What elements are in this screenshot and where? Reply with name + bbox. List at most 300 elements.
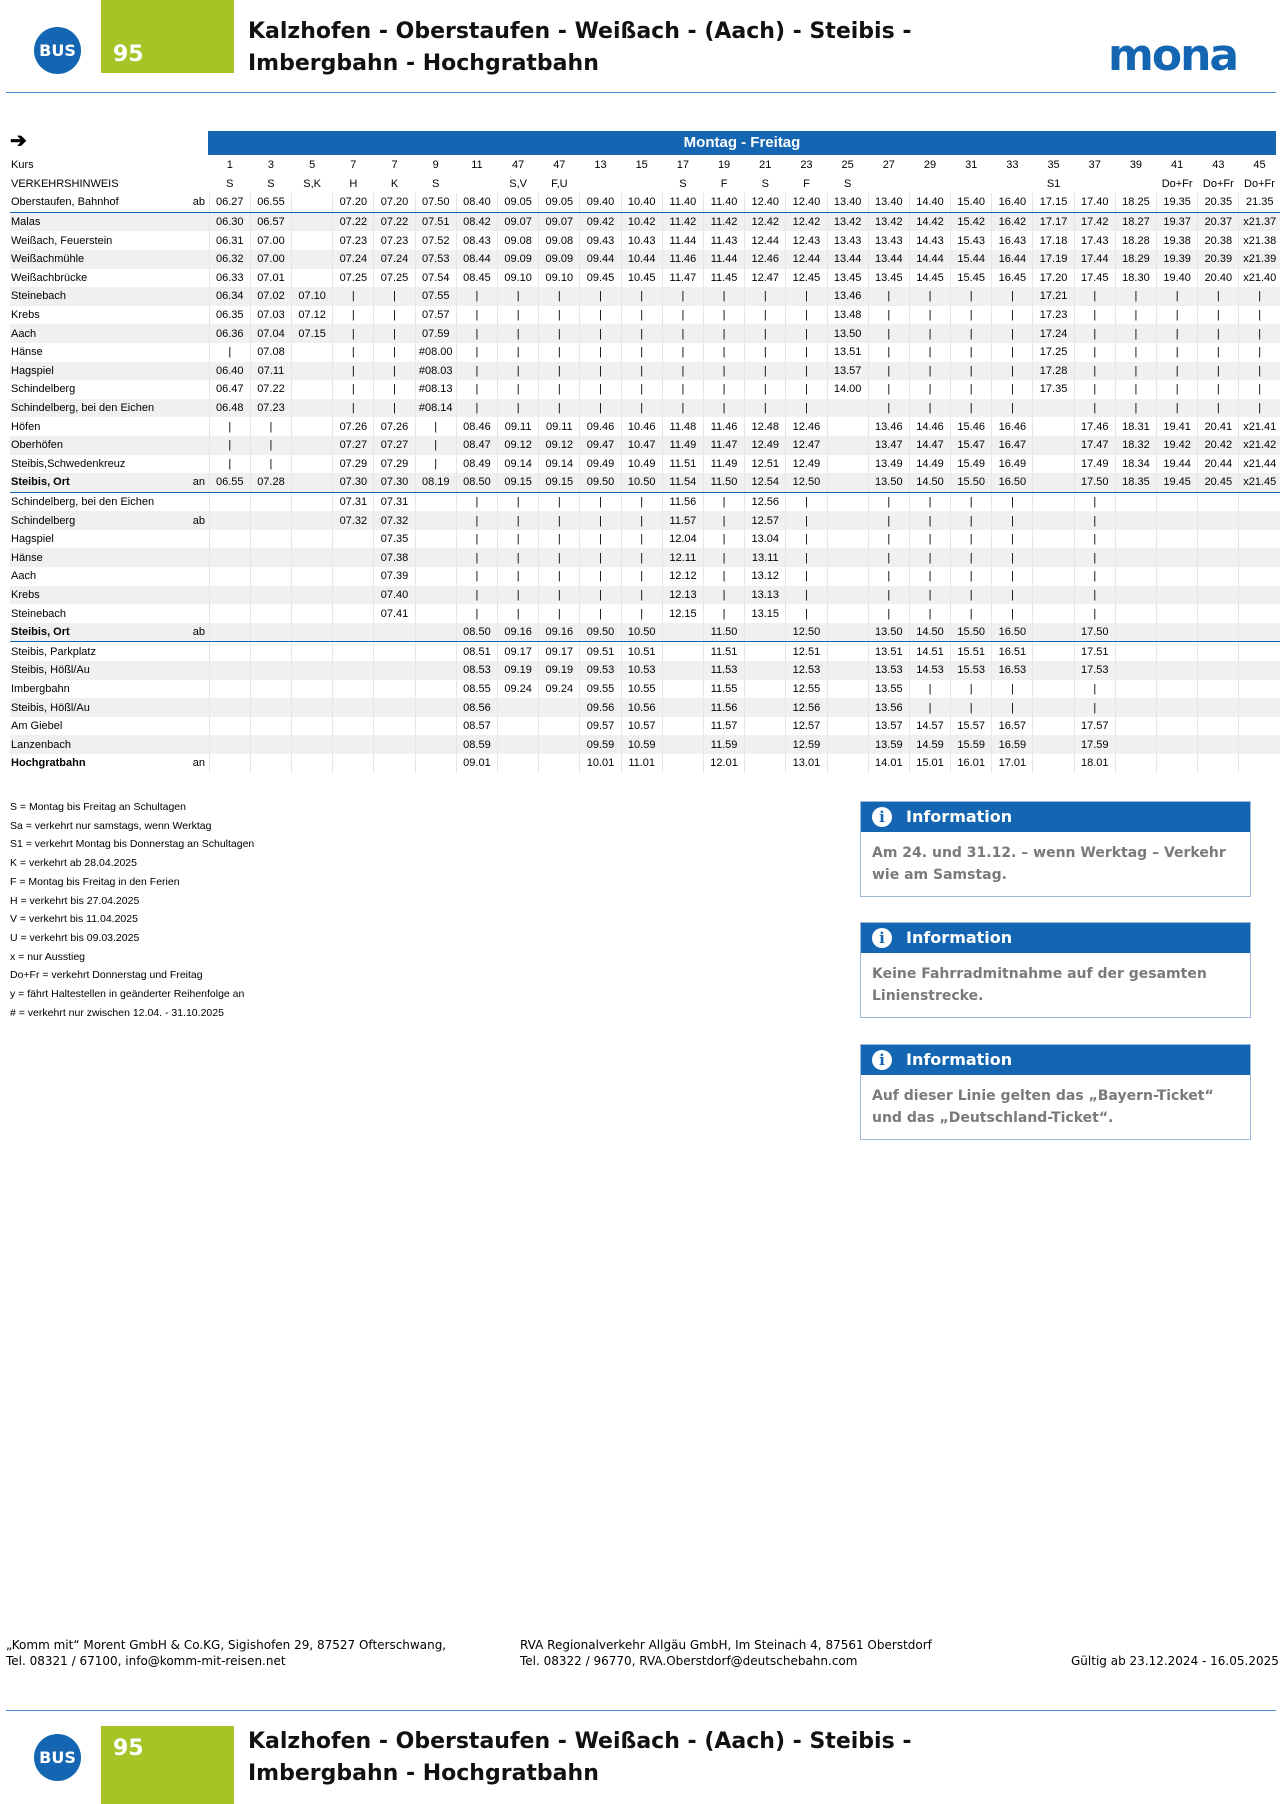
departure-time: 09.09 [498, 250, 539, 269]
departure-time: 11.59 [703, 735, 744, 754]
trip-note: S [267, 177, 275, 190]
departure-time [415, 698, 456, 717]
departure-time: 13.49 [868, 455, 909, 474]
departure-time: | [621, 343, 662, 362]
departure-time: 14.47 [909, 436, 950, 455]
departure-time [415, 586, 456, 605]
departure-time [1157, 698, 1198, 717]
timetable [10, 156, 1280, 773]
timetable-row [10, 623, 1280, 642]
departure-time: | [1074, 567, 1115, 586]
departure-time [827, 680, 868, 699]
departure-time: 12.12 [662, 567, 703, 586]
departure-time: | [703, 511, 744, 530]
departure-time [250, 511, 291, 530]
departure-time: 11.49 [662, 436, 703, 455]
departure-time: 13.53 [868, 661, 909, 680]
departure-time [745, 661, 786, 680]
trip-note: Do+Fr [1202, 177, 1234, 190]
departure-time: 07.30 [333, 473, 374, 492]
departure-time: 09.07 [539, 212, 580, 231]
departure-time: 07.23 [374, 231, 415, 250]
departure-time: 09.11 [539, 417, 580, 436]
departure-time: | [621, 306, 662, 325]
departure-time: 17.59 [1074, 735, 1115, 754]
departure-time: 12.53 [786, 661, 827, 680]
departure-time: | [374, 362, 415, 381]
departure-time: 16.44 [992, 250, 1033, 269]
departure-time [1198, 642, 1239, 661]
departure-time: 11.48 [662, 417, 703, 436]
departure-time: | [539, 530, 580, 549]
departure-time: | [868, 492, 909, 511]
departure-time: | [868, 324, 909, 343]
departure-time: | [662, 399, 703, 418]
departure-time: 14.50 [909, 473, 950, 492]
departure-time: | [539, 380, 580, 399]
departure-time: 09.17 [539, 642, 580, 661]
day-banner: Montag - Freitag [208, 131, 1276, 155]
departure-time: 07.35 [374, 530, 415, 549]
departure-time [292, 417, 333, 436]
departure-time: 13.42 [868, 212, 909, 231]
departure-time: | [580, 567, 621, 586]
departure-time [415, 623, 456, 642]
departure-time: 19.45 [1157, 473, 1198, 492]
departure-time: 06.27 [209, 193, 250, 212]
stop-name: Oberhöfen [10, 436, 193, 455]
departure-time: 12.54 [745, 473, 786, 492]
departure-time [1033, 754, 1074, 773]
departure-time [1198, 530, 1239, 549]
departure-time: 07.01 [250, 269, 291, 288]
departure-time [292, 735, 333, 754]
departure-time: 08.50 [456, 473, 497, 492]
timetable-row [10, 604, 1280, 623]
departure-time [292, 455, 333, 474]
departure-time [292, 511, 333, 530]
bus-badge: BUS [34, 27, 81, 74]
departure-time: x21.40 [1239, 269, 1280, 288]
departure-time [1115, 754, 1156, 773]
trip-note [909, 175, 950, 194]
departure-time [662, 623, 703, 642]
departure-time: | [992, 306, 1033, 325]
trip-number: 29 [923, 159, 937, 172]
departure-time: | [415, 455, 456, 474]
departure-time: 14.51 [909, 642, 950, 661]
footer-divider [6, 1710, 1276, 1711]
arrival-departure-mark: ab [193, 511, 209, 530]
departure-time [1198, 661, 1239, 680]
departure-time [1198, 754, 1239, 773]
departure-time: 07.57 [415, 306, 456, 325]
departure-time [1239, 661, 1280, 680]
departure-time: | [786, 306, 827, 325]
departure-time [1157, 567, 1198, 586]
trip-number: 15 [635, 159, 648, 172]
departure-time: 15.47 [951, 436, 992, 455]
trip-number: 3 [267, 159, 275, 172]
departure-time: 11.51 [703, 642, 744, 661]
departure-time: | [909, 343, 950, 362]
departure-time: x21.44 [1239, 455, 1280, 474]
departure-time [1157, 623, 1198, 642]
departure-time: | [786, 604, 827, 623]
departure-time [415, 717, 456, 736]
departure-time: 07.23 [333, 231, 374, 250]
arrival-departure-mark [193, 250, 209, 269]
departure-time: | [580, 511, 621, 530]
departure-time [1239, 511, 1280, 530]
departure-time: | [703, 586, 744, 605]
departure-time [1033, 698, 1074, 717]
departure-time: | [1074, 492, 1115, 511]
departure-time: | [745, 287, 786, 306]
departure-time: | [374, 324, 415, 343]
timetable-row [10, 698, 1280, 717]
trip-number: 27 [882, 159, 895, 172]
departure-time: | [621, 362, 662, 381]
departure-time: 12.51 [786, 642, 827, 661]
departure-time: 13.04 [745, 530, 786, 549]
departure-time: | [621, 548, 662, 567]
departure-time: 07.26 [374, 417, 415, 436]
stop-name: Steibis, Ort [10, 623, 193, 642]
departure-time: 18.31 [1115, 417, 1156, 436]
departure-time: | [909, 380, 950, 399]
departure-time: 18.30 [1115, 269, 1156, 288]
departure-time [827, 623, 868, 642]
departure-time: 06.55 [209, 473, 250, 492]
departure-time: 17.01 [992, 754, 1033, 773]
timetable-row [10, 455, 1280, 474]
departure-time: 17.20 [1033, 269, 1074, 288]
departure-time: 11.56 [703, 698, 744, 717]
arrival-departure-mark [193, 362, 209, 381]
departure-time: 13.15 [745, 604, 786, 623]
departure-time [745, 754, 786, 773]
departure-time: 12.49 [745, 436, 786, 455]
departure-time: 17.25 [1033, 343, 1074, 362]
departure-time [1033, 399, 1074, 418]
departure-time: 06.57 [250, 212, 291, 231]
departure-time: | [498, 324, 539, 343]
departure-time [292, 362, 333, 381]
trip-number: 31 [965, 159, 978, 172]
departure-time: | [703, 380, 744, 399]
departure-time: | [456, 604, 497, 623]
departure-time: | [456, 548, 497, 567]
departure-time [292, 548, 333, 567]
departure-time: 18.35 [1115, 473, 1156, 492]
timetable-row [10, 642, 1280, 661]
trip-note [456, 175, 497, 194]
departure-time [209, 530, 250, 549]
stop-name: Steinebach [11, 607, 67, 620]
departure-time: 07.50 [415, 193, 456, 212]
departure-time: 14.57 [909, 717, 950, 736]
departure-time: | [786, 287, 827, 306]
departure-time [250, 567, 291, 586]
departure-time [209, 492, 250, 511]
trip-note: F,U [551, 177, 568, 190]
departure-time: | [209, 417, 250, 436]
departure-time: 12.01 [703, 754, 744, 773]
trip-number: 9 [432, 159, 439, 172]
timetable-row [10, 735, 1280, 754]
departure-time: 12.43 [786, 231, 827, 250]
departure-time [333, 604, 374, 623]
timetable-row [10, 567, 1280, 586]
departure-time [539, 717, 580, 736]
departure-time: 16.50 [992, 473, 1033, 492]
departure-time: | [1074, 343, 1115, 362]
departure-time: 09.46 [580, 417, 621, 436]
departure-time: | [1157, 380, 1198, 399]
departure-time: | [868, 343, 909, 362]
departure-time: 14.43 [909, 231, 950, 250]
departure-time: 10.44 [621, 250, 662, 269]
departure-time: 09.50 [580, 623, 621, 642]
departure-time: 12.11 [662, 548, 703, 567]
departure-time: 08.55 [456, 680, 497, 699]
stop-name: Schindelberg [10, 511, 193, 530]
departure-time [539, 735, 580, 754]
info-box-text: Am 24. und 31.12. – wenn Werktag – Verkehr wie am Samstag. [872, 845, 1226, 883]
departure-time [292, 754, 333, 773]
departure-time [209, 548, 250, 567]
departure-time [1115, 642, 1156, 661]
arrival-departure-mark [193, 175, 209, 194]
departure-time: | [621, 586, 662, 605]
departure-time: 20.35 [1198, 193, 1239, 212]
departure-time: 07.31 [333, 492, 374, 511]
departure-time: | [1239, 380, 1280, 399]
departure-time [1198, 735, 1239, 754]
trip-number: 13 [594, 159, 607, 172]
departure-time [539, 698, 580, 717]
departure-time: | [951, 586, 992, 605]
departure-time: 09.44 [580, 250, 621, 269]
departure-time: | [745, 399, 786, 418]
departure-time [1115, 548, 1156, 567]
departure-time: 08.19 [415, 473, 456, 492]
departure-time: | [786, 399, 827, 418]
departure-time [292, 436, 333, 455]
trip-note: H [349, 177, 358, 190]
departure-time: 18.32 [1115, 436, 1156, 455]
departure-time: | [1074, 511, 1115, 530]
departure-time: 09.56 [580, 698, 621, 717]
timetable-row [10, 717, 1280, 736]
departure-time: 10.53 [621, 661, 662, 680]
departure-time: 18.28 [1115, 231, 1156, 250]
departure-time: | [539, 399, 580, 418]
info-icon: i [872, 1050, 892, 1070]
departure-time: | [1157, 324, 1198, 343]
departure-time: | [786, 362, 827, 381]
trip-number: 35 [1047, 159, 1060, 172]
departure-time: 11.43 [703, 231, 744, 250]
departure-time: 09.05 [539, 193, 580, 212]
departure-time: | [539, 287, 580, 306]
footer-company-1-line2: Tel. 08321 / 67100, info@komm-mit-reisen.net [6, 1654, 286, 1668]
departure-time: 17.19 [1033, 250, 1074, 269]
stop-name: Kurs [11, 159, 34, 172]
departure-time: | [1074, 530, 1115, 549]
departure-time: | [209, 436, 250, 455]
departure-time [827, 399, 868, 418]
timetable-row [10, 193, 1280, 212]
departure-time: 11.45 [703, 269, 744, 288]
departure-time: 11.47 [662, 269, 703, 288]
departure-time [374, 642, 415, 661]
departure-time: | [1157, 343, 1198, 362]
departure-time: | [868, 530, 909, 549]
departure-time: | [662, 324, 703, 343]
stop-name: Steibis, Hößl/Au [10, 661, 193, 680]
departure-time: 13.47 [868, 436, 909, 455]
departure-time: | [456, 492, 497, 511]
departure-time: 13.44 [868, 250, 909, 269]
departure-time: 10.43 [621, 231, 662, 250]
departure-time: 12.15 [662, 604, 703, 623]
departure-time [1115, 680, 1156, 699]
departure-time: 09.51 [580, 642, 621, 661]
departure-time [292, 680, 333, 699]
departure-time: | [1074, 586, 1115, 605]
trip-number: 41 [1171, 159, 1184, 172]
departure-time: | [992, 287, 1033, 306]
departure-time: 17.43 [1074, 231, 1115, 250]
departure-time: 07.25 [333, 269, 374, 288]
departure-time: 13.45 [827, 269, 868, 288]
trip-number: 45 [1253, 159, 1266, 172]
departure-time: 19.40 [1157, 269, 1198, 288]
departure-time: 14.42 [909, 212, 950, 231]
footer-company-1-line1: „Komm mit“ Morent GmbH & Co.KG, Sigishofen 29, 87527 Ofterschwang, [6, 1638, 447, 1652]
departure-time: 06.34 [209, 287, 250, 306]
departure-time: 11.51 [662, 455, 703, 474]
departure-time: 12.46 [745, 250, 786, 269]
departure-time: | [992, 567, 1033, 586]
departure-time [250, 680, 291, 699]
departure-time [1198, 586, 1239, 605]
departure-time: | [580, 306, 621, 325]
departure-time [333, 661, 374, 680]
departure-time: | [992, 680, 1033, 699]
departure-time: | [868, 362, 909, 381]
departure-time: 13.40 [827, 193, 868, 212]
arrival-departure-mark [193, 567, 209, 586]
departure-time: 16.59 [992, 735, 1033, 754]
departure-time [415, 661, 456, 680]
stop-name: Weißachbrücke [11, 271, 88, 284]
departure-time [1157, 735, 1198, 754]
departure-time: 15.40 [951, 193, 992, 212]
departure-time: 10.49 [621, 455, 662, 474]
trip-number: 11 [471, 159, 483, 172]
departure-time [745, 717, 786, 736]
route-title [248, 1726, 911, 1790]
departure-time: 06.55 [250, 193, 291, 212]
departure-time [1239, 586, 1280, 605]
arrival-departure-mark [193, 455, 209, 474]
departure-time [1033, 492, 1074, 511]
departure-time [1157, 511, 1198, 530]
departure-time: 08.40 [456, 193, 497, 212]
footer-company-2 [520, 1637, 932, 1669]
info-box-text: Auf dieser Linie gelten das „Bayern-Ticket“ und das „Deutschland-Ticket“. [872, 1088, 1214, 1126]
departure-time: | [703, 324, 744, 343]
departure-time: 12.49 [786, 455, 827, 474]
departure-time [498, 698, 539, 717]
departure-time: 09.07 [498, 212, 539, 231]
trip-note: S [679, 177, 687, 190]
departure-time: | [1074, 380, 1115, 399]
departure-time: | [1115, 399, 1156, 418]
departure-time [209, 511, 250, 530]
departure-time [292, 623, 333, 642]
departure-time [333, 530, 374, 549]
departure-time: 15.49 [951, 455, 992, 474]
stop-name: VERKEHRSHINWEIS [11, 177, 119, 190]
departure-time: | [333, 343, 374, 362]
departure-time: | [951, 343, 992, 362]
departure-time [292, 399, 333, 418]
departure-time [745, 735, 786, 754]
departure-time [333, 586, 374, 605]
departure-time: | [374, 380, 415, 399]
trip-number: 39 [1129, 159, 1143, 172]
departure-time: 16.57 [992, 717, 1033, 736]
departure-time [1239, 492, 1280, 511]
departure-time: | [1115, 380, 1156, 399]
departure-time: 18.29 [1115, 250, 1156, 269]
departure-time: 07.29 [333, 455, 374, 474]
departure-time: | [415, 436, 456, 455]
page-header [0, 0, 1280, 92]
departure-time [1198, 548, 1239, 567]
departure-time: 07.24 [333, 250, 374, 269]
departure-time [292, 380, 333, 399]
legend-item: S = Montag bis Freitag an Schultagen [10, 801, 186, 813]
departure-time: 06.36 [209, 324, 250, 343]
departure-time [209, 604, 250, 623]
departure-time: 19.42 [1157, 436, 1198, 455]
departure-time [374, 623, 415, 642]
departure-time: 08.45 [456, 269, 497, 288]
departure-time [498, 717, 539, 736]
departure-time: 07.31 [374, 492, 415, 511]
departure-time: 08.46 [456, 417, 497, 436]
departure-time [415, 492, 456, 511]
departure-time: | [703, 567, 744, 586]
departure-time: 06.30 [209, 212, 250, 231]
departure-time [1115, 623, 1156, 642]
departure-time: | [1115, 306, 1156, 325]
stop-name: Schindelberg [11, 383, 76, 396]
arrival-departure-mark: an [193, 473, 209, 492]
departure-time [1115, 661, 1156, 680]
trip-number: 25 [841, 159, 854, 172]
departure-time: | [951, 698, 992, 717]
departure-time: 14.00 [827, 380, 868, 399]
timetable-row [10, 380, 1280, 399]
arrival-departure-mark [193, 343, 209, 362]
departure-time: 09.19 [498, 661, 539, 680]
